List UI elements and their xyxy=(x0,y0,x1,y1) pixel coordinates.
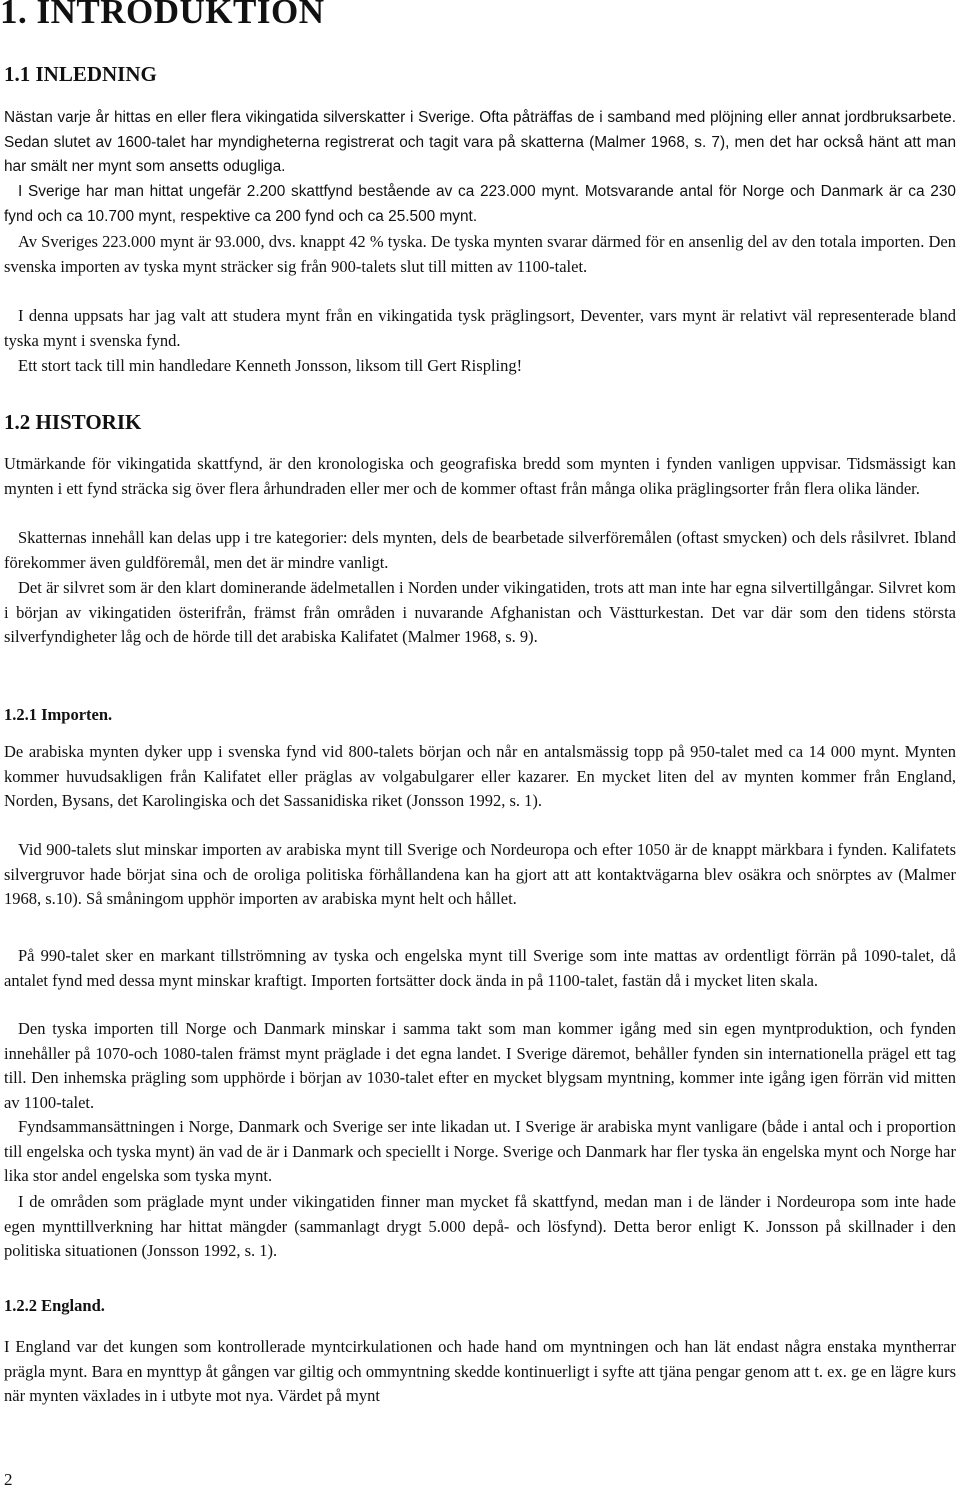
paragraph: Utmärkande för vikingatida skattfynd, är den kronologiska och geografiska bredd som mynten i fynden vanligen uppvisar. Tidsmässigt kan mynten i ett fynd sträcka sig över flera århundraden eller mer och de kommer oftast från många olika präglingsorter från flera olika länder. xyxy=(4,454,956,498)
paragraph: I Sverige har man hittat ungefär 2.200 skattfynd bestående av ca 223.000 mynt. Motsvarande antal för Norge och Danmark är ca 230 fynd och ca 10.700 mynt, respektive ca 200 fynd och ca 25.500 mynt. xyxy=(4,183,956,225)
paragraph: De arabiska mynten dyker upp i svenska fynd vid 800-talets början och når en antalsmässig topp på 950-talet med ca 14 000 mynt. Mynten kommer huvudsakligen från Kalifatet eller präglas av volgabulgarer eller kazarer. En mycket liten del av mynten kommer från England, Norden, Bysans, det Karolingiska och det Sassanidiska riket (Jonsson 1992, s. 1). xyxy=(4,742,956,811)
paragraph: Av Sveriges 223.000 mynt är 93.000, dvs. knappt 42 % tyska. De tyska mynten svarar därmed för en ansenlig del av den totala importen. Den svenska importen av tyska mynt sträcker sig från 900-talets slut till mitten av 1100-talet. xyxy=(4,232,956,276)
paragraph: Skatternas innehåll kan delas upp i tre kategorier: dels mynten, dels de bearbetade silverföremålen (oftast smycken) och dels råsilvret. Ibland förekommer även guldföremål, men det är mindre vanligt. xyxy=(4,528,956,572)
paragraph: Ett stort tack till min handledare Kenneth Jonsson, liksom till Gert Rispling! xyxy=(18,356,523,375)
paragraph: Det är silvret som är den klart dominerande ädelmetallen i Norden under vikingatiden, trots att man inte har egna silvertillgångar. Silvret kom i början av vikingatiden österifrån, främst från områden i nuvarande Afghanistan och Västturkestan. Det var där som den tidens största silverfyndigheter låg och de hörde till det arabiska Kalifatet (Malmer 1968, s. 9). xyxy=(4,578,956,647)
paragraph: Vid 900-talets slut minskar importen av arabiska mynt till Sverige och Nordeuropa och efter 1050 är de knappt märkbara i fynden. Kalifatets silvergruvor hade börjat sina och de oroliga politiska förhållandena kan ha gjort att att kontaktvägarna blev osäkra och snörptes av (Malmer 1968, s.10). Så småningom upphör importen av arabiska mynt helt och hållet. xyxy=(4,840,956,909)
paragraph: I England var det kungen som kontrollerade myntcirkulationen och hade hand om myntningen och han lät endast några enstaka myntherrar prägla mynt. Bara en mynttyp åt gången var giltig och ommyntning skedde kontinuerligt i syfte att tjäna pengar genom att t. ex. ge en lägre kurs när mynten växlades in i utbyte mot nya. Värdet på mynt xyxy=(4,1337,956,1406)
page-number: 2 xyxy=(4,1470,13,1489)
subsection-heading-1-2-1: 1.2.1 Importen. xyxy=(4,705,113,724)
section-heading-1-2: 1.2 HISTORIK xyxy=(4,410,142,434)
subsection-heading-1-2-2: 1.2.2 England. xyxy=(4,1296,105,1315)
paragraph: På 990-talet sker en markant tillströmning av tyska och engelska mynt till Sverige som inte mattas av ordentligt förrän på 1090-talet, då antalet fynd med dessa mynt minskar kraftigt. Importen fortsätter dock ända in på 1100-talet, fastän då i mycket liten skala. xyxy=(4,946,956,990)
paragraph: I de områden som präglade mynt under vikingatiden finner man mycket få skattfynd, medan man i de länder i Nordeuropa som inte hade egen mynttillverkning har hittat mängder (sammanlagt drygt 5.000 depå- och lösfynd). Detta beror enligt K. Jonsson på skillnader i den politiska situationen (Jonsson 1992, s. 1). xyxy=(4,1192,956,1261)
section-heading-1-1: 1.1 INLEDNING xyxy=(4,62,157,86)
paragraph: Den tyska importen till Norge och Danmark minskar i samma takt som man kommer igång med sin egen myntproduktion, och fynden innehåller på 1070-och 1080-talen främst mynt präglade i det egna landet. I Sverige däremot, behåller fynden sin internationella prägel ett tag till. Den inhemska prägling som upphörde i början av 1030-talet efter en mycket blygsam myntning, kommer inte igång igen förrän vid mitten av 1100-talet. xyxy=(4,1019,956,1112)
paragraph: I denna uppsats har jag valt att studera mynt från en vikingatida tysk präglingsort, Deventer, vars mynt är relativt väl representerade bland tyska mynt i svenska fynd. xyxy=(4,306,956,350)
paragraph: Fyndsammansättningen i Norge, Danmark och Sverige ser inte likadan ut. I Sverige är arabiska mynt vanligare (både i antal och i proportion till engelska och tyska mynt) än vad de är i Danmark och speciellt i Norge. Sverige och Danmark har fler tyska än engelska mynt och Norge har lika stor andel engelska som tyska mynt. xyxy=(4,1117,956,1186)
paragraph: Nästan varje år hittas en eller flera vikingatida silverskatter i Sverige. Ofta påträffas de i samband med plöjning eller annat jordbruksarbete. Sedan slutet av 1600-talet har myndigheterna registrerat och tagit vara på skatterna (Malmer 1968, s. 7), men det har också hänt att man har smält ner mynt som ansetts odugliga. xyxy=(4,109,956,176)
chapter-title: 1. INTRODUKTION xyxy=(0,0,325,31)
